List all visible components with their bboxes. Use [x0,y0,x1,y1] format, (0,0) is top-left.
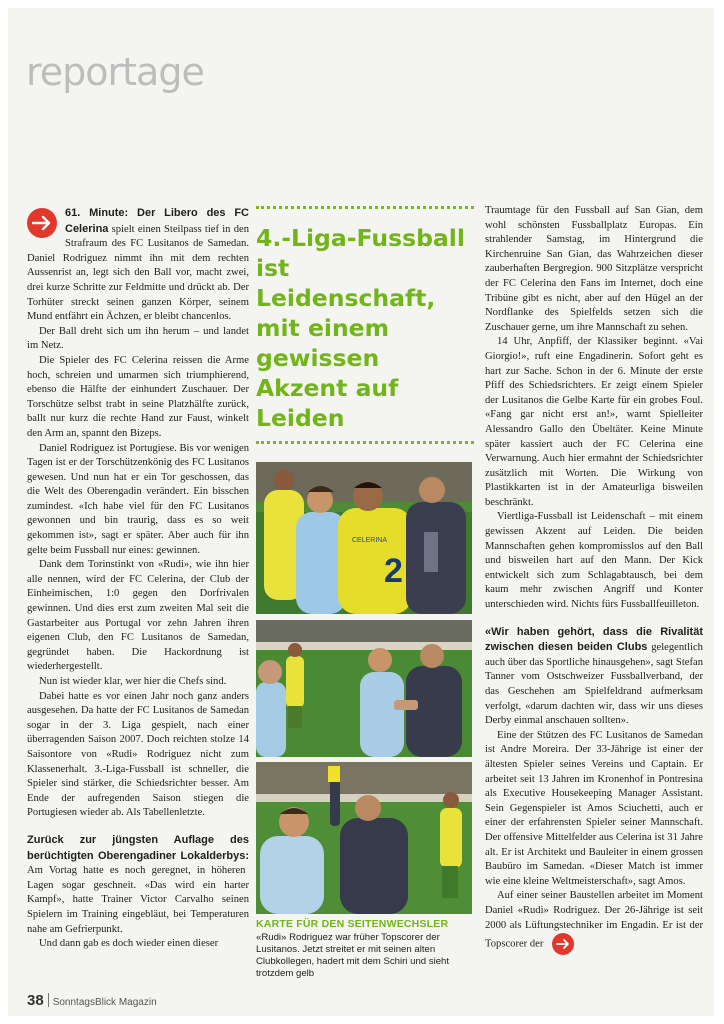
body-paragraph: Nun ist wieder klar, wer hier die Chefs sind. [39,676,227,687]
body-paragraph: Viertliga-Fussball ist Leidenschaft – mit einem gewissen Akzent auf Leiden. Die beiden Mannschaften gehen kompromisslos auf den Ball und bisweilen hart auf den Mann. Der Kick entwickelt sich zum Schlagabtausch, bei dem kaum mehr zwischen Angriff und Konter unterschieden wird. Nichts fürs Fussballfeuilleton. [485,511,703,611]
arrow-right-icon [552,933,574,955]
body-paragraph: 14 Uhr, Anpfiff, der Klassiker beginnt. «Vai Giorgio!», ruft eine Engadinerin. Sofort geht es hart zur Sache. Schon in der 6. Minute der erste Pfiff des Schiedsrichters. Er zeigt einem Spieler der Lusitanos die Gelbe Karte für ein grobes Foul. «Fang gar nicht erst an!», warnt Spielleiter Alessandro Gallo den Übeltäter. Keine Minute später kassiert auch der FC Celerina eine Verwarnung. Auch hier ermahnt der Schiedsrichter zusätzlich mit Worten. Die Wirkung von Plastikkarten ist in der Amateurliga bisweilen beschränkt. [485,336,703,508]
yellow-card [328,766,340,782]
dotted-rule-top [256,206,474,215]
section-text: Am Vortag hatte es noch geregnet, in höheren Lagen sogar geschneit. «Das wird ein harter Kampf», hatte Trainer Victor Carvalho seinen Spielern im Training eingebläut, bei Temperaturen nahe am Gefrierpunkt. [27,865,249,935]
magazine-page [8,8,714,1016]
section-kicker: reportage [26,50,204,94]
body-paragraph: Die Spieler des FC Celerina reissen die Arme hoch, schreien und umarmen sich triumphierend, ebenso die Hälfte der einhundert Zuschauer. Der Torschütze selbst trabt in seine Platzhälfte zurück, ballt nur kurz die rechte Hand zur Faust, winkelt den Arm an, spannt den Bizeps. [27,354,249,439]
arrow-right-icon [27,208,57,238]
dotted-rule-bottom [256,441,474,450]
paragraph-gap [27,821,249,833]
caption-heading: KARTE FÜR DEN SEITENWECHSLER [256,918,449,930]
jersey-number: 2 [384,552,403,590]
right-column [485,204,703,955]
photo-caption [256,918,474,980]
jersey-sponsor: CELERINA [352,537,388,544]
paragraph-gap [485,613,703,625]
body-paragraph: Traumtage für den Fussball auf San Gian, dem wohl schönsten Fussballplatz Europas. Ein strahlender Samstag, im Hintergrund die Kirchenruine San Gian, das Wahrzeichen dieser zauberhaften Bergregion. 900 Sitzplätze verspricht der FC Celerina den Fans im Internet, doch eine Tribüne gibt es nicht, aber auf den Hügel an der Nordflanke des Spielfelds setzen sich die Zuschauer gerne, um ihre Mannschaft zu sehen. [485,205,703,333]
page-number: 38 [27,992,44,1009]
pull-quote-box [256,206,474,450]
body-paragraph: Und dann gab es doch wieder einen dieser [39,938,219,950]
body-paragraph: Eine der Stützen des FC Lusitanos de Samedan ist Andre Moreira. Der 33-Jährige ist einer der ältesten Spieler seines Vereins und Captain. Er arbeitet seit 13 Jahren im Kronenhof in Pontresina als Executive Housekeeping Manager Assistant. Sein Gegenspieler ist Amos Sciuchetti, auch er einer der erfahrensten Spieler seiner Mannschaft. Der offensive Mittelfelder aus Celerina ist 31 Jahre alt. Er ist Architekt und Bauleiter in einem grossen Baubüro im Samedan. «Dieser Match ist immer wie eine kleine Weltmeisterschaft», sagt Amos. [485,729,703,887]
body-paragraph: Dank dem Torinstinkt von «Rudi», wie ihn hier alle nennen, wird der FC Celerina, der Club der Einheimischen, 1:0 gegen den Dorfrivalen gewinnen. Und dies erst zum zweiten Mal seit die Gastarbeiter aus Portugal vor zehn Jahren ihren eigenen Club, den FC Lusitanos de Samedan, gegründet haben. Die Hackordnung ist wiederhergestellt. [27,559,249,673]
lead-paragraph [27,206,249,325]
pull-quote: 4.-Liga-Fussball ist Leidenschaft, mit einem gewissen Akzent auf Leiden [256,224,465,432]
section-paragraph [485,625,703,729]
lead-heading: 61. Minute: Der Libero des FC Celerina [65,207,249,235]
lead-text: spielt einen Steilpass tief in den Strafraum des FC Lusitanos de Samedan. Daniel Rodriguez nimmt ihn mit dem rechten Aussenrist an, legt sich den Ball vor, macht zwei, drei kurze Schritte zur Feldmitte und drückt ab. Der Torhüter streckt seinen ganzen Körper, seinem Mund entfährt ein Ächzen, er bleibt chancenlos. [27,223,249,323]
body-paragraph: Der Ball dreht sich um ihn herum – und landet im Netz. [27,325,249,352]
body-paragraph [485,889,703,955]
magazine-name: SonntagsBlick Magazin [52,997,157,1008]
body-text: Auf einer seiner Baustellen arbeitet im Moment Daniel «Rudi» Rodriguez. Der 26-Jährige ist seit 2000 als Lüftungstechniker im Engadin. Er ist der Topscorer der [485,890,703,950]
photo-player-and-referee [256,620,472,757]
section-heading: Zurück zur jüngsten Auflage des berüchtigten Oberengadiner Lokalderbys: [27,833,249,862]
section-text: gelegentlich auch über das Sportliche hinausgehen», sagt Stefan Tanner vom Ostschweizer Fussballverband, der das Geschehen am Spielfeldrand aufmerksam verfolgt, «darum dachten wir, dass wir uns dieses Derby einmal anschauen sollten». [485,642,703,727]
photo-yellow-card [256,762,472,914]
caption-text: «Rudi» Rodriguez war früher Topscorer der Lusitanos. Jetzt streitet er mit seinen alten Clubkollegen, hadert mit dem Schiri und sieht trotzdem gelb [256,932,450,979]
body-paragraph: Dabei hatte es vor einen Jahr noch ganz anders ausgesehen. Da hatte der FC Lusitanos de Samedan sogar in der 3. Liga gespielt, nach einer überragenden Saison 2007. Doch reichten stolze 14 Saisontore von «Rudi» Rodriguez nicht zum Klassenerhalt. 3.-Liga-Fussball ist schneller, die Spieler sind stärker, die Schiedsrichter besser. Am Ende der aufregenden Saison stiegen die Portugiesen wieder ab. Als Tabellenletzte. [27,690,249,819]
body-paragraph: Daniel Rodriguez ist Portugiese. Bis vor wenigen Tagen ist er der Torschützenkönig des FC Lusitanos gewesen. Und nun hat er ein Tor geschossen, das die Welt des Oberengadin verändert. Ein bisschen zumindest. «Ich habe viel für den FC Lusitanos gewonnen und bin traurig, dass es so weit gekommen ist», sagt er später. Aber auch für ihn gelte beim Fussball nur eines: gewinnen. [27,442,249,556]
page-footer [27,992,157,1010]
section-paragraph [27,833,249,937]
photo-players-arguing [256,462,472,614]
section-heading: «Wir haben gehört, dass die Rivalität zwischen diesen beiden Clubs [485,625,703,654]
footer-divider [48,993,49,1007]
left-column [27,206,249,952]
